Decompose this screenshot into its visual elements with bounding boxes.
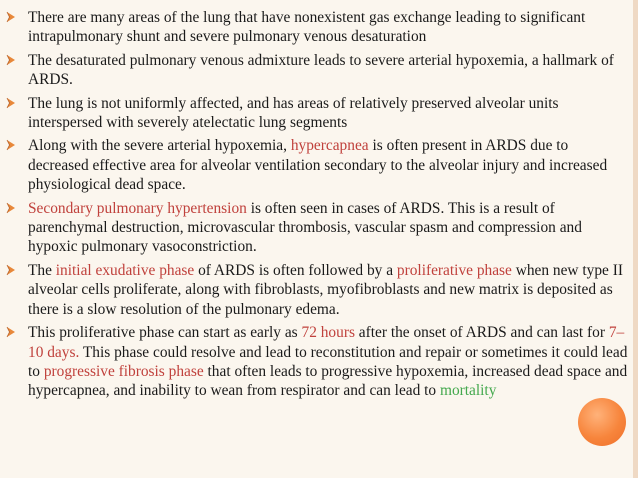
bullet-text: is often present in ARDS due to decreased effective area for alveolar ventilation secondary to the alveolar injury and increased physiological dead space. (28, 137, 608, 194)
arrowhead-bullet-icon (6, 97, 16, 109)
slide-border (633, 0, 638, 478)
bullet-text: after the onset of ARDS and can last for (354, 324, 609, 342)
bullet-text: This phase could resolve and lead to reconstitution and repair or sometimes it could lead to (28, 343, 628, 380)
orange-circle-decoration (578, 398, 626, 446)
bullet-text: The desaturated pulmonary venous admixture leads to severe arterial hypoxemia, a hallmark of ARDS. (28, 51, 614, 89)
bullet-item (6, 261, 631, 319)
bullet-item (6, 94, 631, 133)
highlighted-term: Secondary pulmonary hypertension (28, 199, 247, 217)
bullet-item (6, 136, 631, 194)
bullet-text: There are many areas of the lung that have nonexistent gas exchange leading to significant intrapulmonary shunt and severe pulmonary venous desaturation (28, 9, 586, 46)
bullet-text: The lung is not uniformly affected, and has areas of relatively preserved alveolar units interspersed with severely atelectatic lung segments (28, 94, 559, 132)
highlighted-term: hypercapnea (290, 137, 369, 155)
highlighted-term: proliferative phase (396, 261, 512, 279)
bullet-item (6, 199, 631, 257)
bullet-item (6, 51, 631, 90)
arrowhead-bullet-icon (6, 11, 16, 23)
bullet-text: of ARDS is often followed by a (194, 261, 397, 279)
arrowhead-bullet-icon (6, 54, 16, 66)
bullet-list (6, 8, 631, 405)
arrowhead-bullet-icon (6, 264, 16, 276)
arrowhead-bullet-icon (6, 139, 16, 151)
bullet-text: that often leads to progressive hypoxemia, increased dead space and hypercapnea, and inability to wean from respirator and can lead to (28, 362, 628, 400)
bullet-text: when new type II alveolar cells proliferate, along with fibroblasts, myofibroblasts and new matrix is deposited as there is a slow resolution of the pulmonary edema. (28, 261, 623, 318)
bullet-text: The (28, 261, 56, 279)
arrowhead-bullet-icon (6, 202, 16, 214)
bullet-text: This proliferative phase can start as early as (28, 324, 302, 342)
bullet-item (6, 8, 631, 47)
highlighted-term: 72 hours (301, 324, 355, 342)
highlighted-term: 7–10 days. (28, 324, 625, 361)
highlighted-term: mortality (439, 382, 497, 400)
bullet-text: Along with the severe arterial hypoxemia, (28, 137, 291, 155)
bullet-item (6, 323, 631, 401)
bullet-text: is often seen in cases of ARDS. This is a result of parenchymal destruction, microvascular thrombosis, vascular spasm and compression and hypoxic pulmonary vasoconstriction. (28, 199, 582, 256)
arrowhead-bullet-icon (6, 326, 16, 338)
highlighted-term: progressive fibrosis phase (43, 362, 204, 380)
highlighted-term: initial exudative phase (55, 261, 195, 279)
